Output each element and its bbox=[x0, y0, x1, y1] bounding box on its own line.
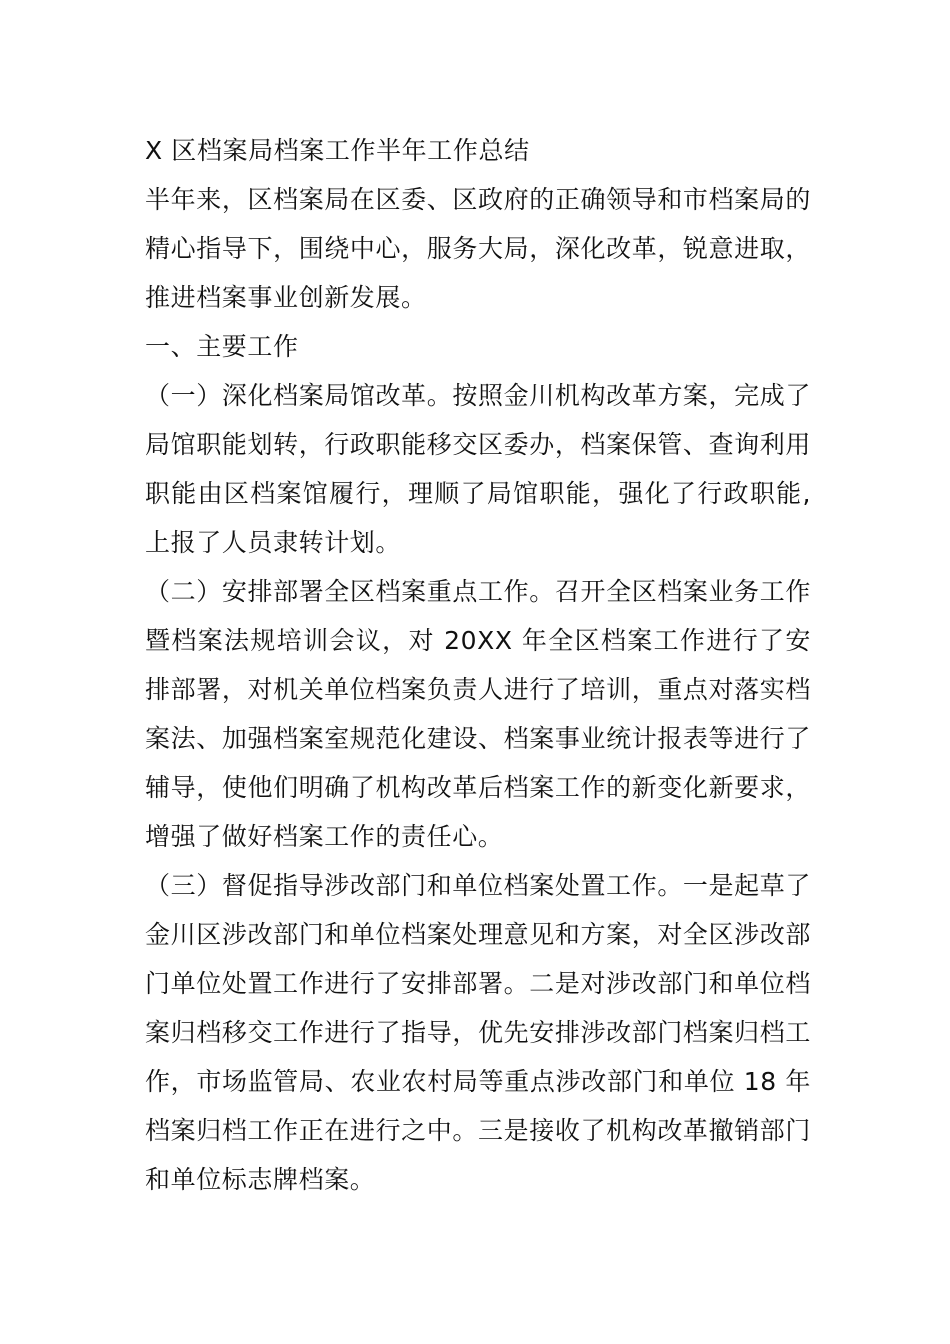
document-body bbox=[145, 126, 811, 1204]
paragraph-item-3: （三）督促指导涉改部门和单位档案处置工作。一是起草了金川区涉改部门和单位档案处理意见和方案，对全区涉改部门单位处置工作进行了安排部署。二是对涉改部门和单位档案归档移交工作进行了指导，优先安排涉改部门档案归档工作，市场监管局、农业农村局等重点涉改部门和单位 18 年档案归档工作正在进行之中。三是接收了机构改革撤销部门和单位标志牌档案。 bbox=[145, 871, 811, 1194]
document-title: X 区档案局档案工作半年工作总结 bbox=[145, 136, 530, 165]
section-heading-main-work: 一、主要工作 bbox=[145, 332, 299, 361]
paragraph-intro: 半年来，区档案局在区委、区政府的正确领导和市档案局的精心指导下，围绕中心，服务大局，深化改革，锐意进取，推进档案事业创新发展。 bbox=[145, 185, 811, 312]
paragraph-item-2: （二）安排部署全区档案重点工作。召开全区档案业务工作暨档案法规培训会议，对 20XX 年全区档案工作进行了安排部署，对机关单位档案负责人进行了培训，重点对落实档案法、加强档案室规范化建设、档案事业统计报表等进行了辅导，使他们明确了机构改革后档案工作的新变化新要求，增强了做好档案工作的责任心。 bbox=[145, 577, 811, 851]
paragraph-item-1: （一）深化档案局馆改革。按照金川机构改革方案，完成了局馆职能划转，行政职能移交区委办，档案保管、查询利用职能由区档案馆履行，理顺了局馆职能，强化了行政职能,上报了人员隶转计划。 bbox=[145, 381, 811, 557]
